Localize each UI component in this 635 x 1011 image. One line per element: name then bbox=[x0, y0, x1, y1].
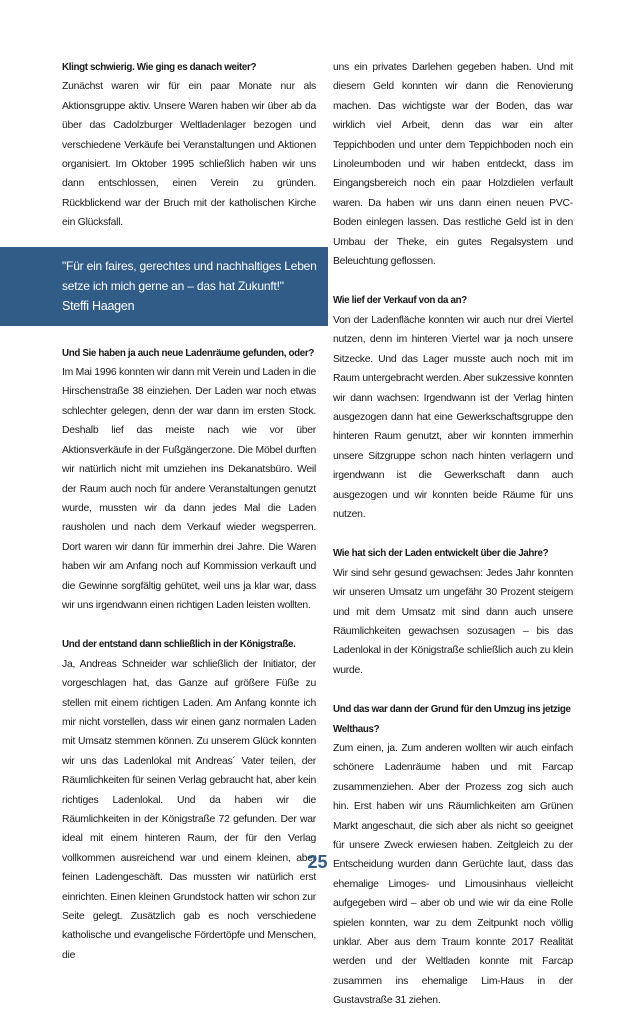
pull-quote bbox=[0, 247, 328, 326]
question-heading: Und der entstand dann schließlich in der Königstraße. bbox=[62, 639, 296, 651]
question-heading: Und Sie haben ja auch neue Ladenräume gefunden, oder? bbox=[62, 347, 314, 359]
question-heading: Wie lief der Verkauf von da an? bbox=[333, 295, 467, 307]
answer-paragraph: Wir sind sehr gesund gewachsen: Jedes Jahr konnten wir unseren Umsatz um ungefähr 30 Prozent steigern und mit dem Umsatz mit sind dann auch unsere Räumlichkeiten gewachsen sozusagen – bis das Ladenlokal in der Königstraße schließlich auch zu klein wurde. bbox=[333, 567, 573, 676]
left-column bbox=[62, 58, 316, 965]
pull-quote-text: "Für ein faires, gerechtes und nachhaltiges Leben setze ich mich gerne an – das hat Zukunft!" bbox=[62, 258, 317, 293]
answer-paragraph: Zum einen, ja. Zum anderen wollten wir auch einfach schönere Ladenräume haben und mit Farcap zusammenziehen. Aber der Prozess zog sich auch hin. Erst haben wir uns Räumlichkeiten am Grünen Markt angeschaut, die sich aber als nicht so geeignet für unsere Zweck erwiesen haben. Zeitgleich zu der Entscheidung wurden dann Gerüchte laut, dass das ehemalige Limoges- und Limousinhaus vielleicht aufgegeben wird – aber ob und wie wir da eine Rolle spielen konnten, war zu dem Zeitpunkt noch völlig unklar. Aber aus dem Traum konnte 2017 Realität werden und der Weltladen konnte mit Farcap zusammen ins ehemalige Lim-Haus in der Gustavstraße 31 ziehen. bbox=[333, 743, 573, 1007]
question-heading: Klingt schwierig. Wie ging es danach weiter? bbox=[62, 62, 257, 73]
question-heading: Wie hat sich der Laden entwickelt über die Jahre? bbox=[333, 548, 549, 560]
answer-paragraph: Von der Ladenfläche konnten wir auch nur drei Viertel nutzen, denn im hinteren Viertel war ja noch unsere Sitzecke. Und das Lager musste auch noch mit im Raum untergebracht werden. Aber sukzessive konnten wir dann wachsen: Irgendwann ist der Verlag hinten ausgezogen dann hat eine Gewerkschaftsgruppe den hinteren Raum genutzt, aber wir konnten immerhin unsere Sitzgruppe schon nach hinten verlagern und irgendwann ist die Gewerkschaft dann auch ausgezogen und wir konnten beide Räume für uns nutzen. bbox=[333, 314, 573, 520]
answer-paragraph-continued: uns ein privates Darlehen gegeben haben. Und mit diesem Geld konnten wir dann die Renovierung machen. Das wichtigste war der Boden, das war wirklich viel Arbeit, denn das war ein alter Teppichboden und unter dem Teppichboden noch ein Linoleumboden und wir haben entdeckt, dass im Eingangsbereich noch ein paar Holzdielen verfault waren. Da haben wir uns dann einen neuen PVC-Boden einlegen lassen. Das restliche Geld ist in den Umbau der Theke, ein gutes Regalsystem und Beleuchtung geflossen. bbox=[333, 62, 573, 268]
answer-paragraph: Im Mai 1996 konnten wir dann mit Verein und Laden in die Hirschenstraße 38 einziehen. Der Laden war noch etwas schlechter gelegen, denn der war dann im ersten Stock. Deshalb lief das meiste nach wie vor über Aktionsverkäufe in der Fußgängerzone. Die Möbel durften wir natürlich nicht mit umziehen ins Dekanatsbüro. Weil der Raum auch noch für andere Veranstaltungen genutzt wurde, mussten wir da dann jedes Mal die Laden rausholen und nach dem Verkauf wieder wegsperren. Dort waren wir dann für immerhin drei Jahre. Die Waren haben wir am Anfang noch auf Kommission verkauft und die Gewinne sorgfältig gehütet, weil uns ja klar war, dass wir uns irgendwann einen richtigen Laden leisten wollten. bbox=[62, 367, 317, 611]
pull-quote-author: Steffi Haagen bbox=[62, 298, 135, 313]
answer-paragraph: Ja, Andreas Schneider war schließlich der Initiator, der vorgeschlagen hat, das Ganze auf größere Füße zu stellen mit einem richtigen Laden. Am Anfang konnte ich mir nicht vorstellen, dass wir einen ganz normalen Laden mit Umsatz stemmen können. Zu unserem Glück konnten wir uns das Ladenlokal mit Andreas´ Vater teilen, der Räumlichkeiten für seinen Verlag gebraucht hat, aber kein richtiges Ladenlokal. Und da haben wir die Räumlichkeiten in der Königstraße 72 gefunden. Der war ideal mit einem hinteren Raum, der für den Verlag vollkommen ausreichend war und einem kleinen, aber feinen Ladengeschäft. Das mussten wir natürlich erst einrichten. Einen kleinen Grundstock hatten wir schon zur Seite gelegt. Zusätzlich gab es noch verschiedene katholische und evangelische Fördertöpfe und Menschen, die bbox=[62, 658, 316, 961]
question-heading: Und das war dann der Grund für den Umzug ins jetzige Welthaus? bbox=[333, 704, 571, 735]
answer-paragraph: Zunächst waren wir für ein paar Monate nur als Aktionsgruppe aktiv. Unsere Waren haben wir über ab da über das Cadolzburger Weltladenlager bezogen und verschiedene Verkäufe bei Veranstaltungen und Aktionen organisiert. Im Oktober 1995 schließlich haben wir uns dann entschlossen, einen Verein zu gründen. Rückblickend war der Bruch mit der katholischen Kirche ein Glücksfall. bbox=[62, 81, 316, 229]
page-number: 25 bbox=[307, 852, 328, 872]
